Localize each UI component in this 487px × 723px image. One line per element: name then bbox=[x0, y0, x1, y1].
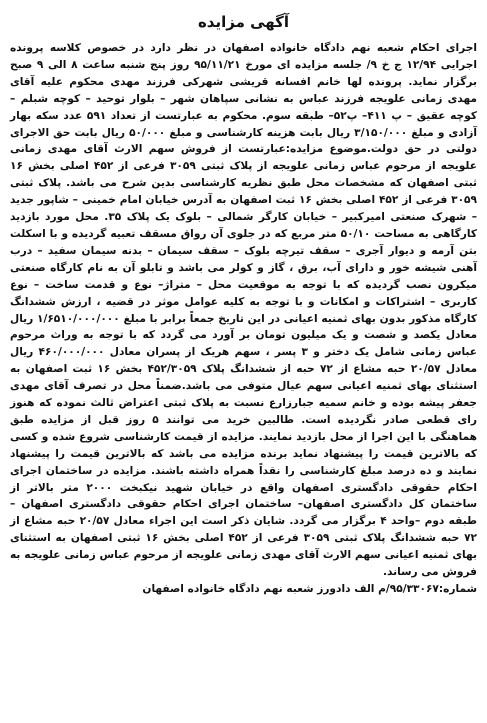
notice-body: اجرای احکام شعبه نهم دادگاه خانواده اصفهان در نظر دارد در خصوص کلاسه پرونده اجرایی ۱۲/۹۴ ج خ ۹/ جلسه مزایده ای مورخ ۹۵/۱۱/۲۱ روز پنج شنبه ساعت ۸ الی ۹ صبح برگزار نماید. پرونده لها خانم افسانه قریشی شهرکی فرزند مهدی محکوم علیه آقای مهدی زمانی علویجه فرزند عباس به نشانی سپاهان شهر – بلوار توحید – کوچه شبلم – کوچه عقیق – پ ۴۱۱– پ۵۲– طبقه سوم. محکوم به عبارتست از تعداد ۵۹۱ عدد سکه بهار آزادی و مبلغ ۳/۱۵۰/۰۰۰ ریال بابت هزینه کارشناسی و مبلغ ۵۰/۰۰۰ ریال بابت حق الاجرای دولتی در حق دولت.موضوع مزایده:عبارتست از فروش سهم الارث آقای مهدی زمانی علویجه از مرحوم عباس زمانی علویجه از پلاک ثبتی ۳۰۵۹ فرعی از ۴۵۲ اصلی بخش ۱۶ ثبتی اصفهان که مشخصات محل طبق نظریه کارشناسی بدین شرح می باشد. پلاک ثبتی ۳۰۵۹ فرعی از ۴۵۲ اصلی بخش ۱۶ ثبت اصفهان به آدرس خیابان امام خمینی – شاپور جدید – شهرک صنعتی امیرکبیر – خیابان کارگر شمالی – بلوک یک پلاک ۳۵. محل مورد بازدید کارگاهی به مساحت ۵۰/۱۰ متر مربع که در جلوی آن رواق مسقف تعبیه گردیده و با اسکلت بتن آرمه و دیوار آجری – سقف تیرچه بلوک – سقف سیمان – بدنه سیمان سفید – درب آهنی شیشه خور و دارای آب، برق ، گاز و کولر می باشد و تابلو آن به نام کارگاه صنعتی میکرون نصب گردیده که با توجه به موقعیت محل – متراژ– نوع و قدمت ساخت – نوع کاربری – اشتراکات و امکانات و با توجه به کلیه عوامل موثر در قضیه ، ارزش ششدانگ کارگاه مذکور بدون بهای ثمنیه اعیانی در این تاریخ جمعاً برابر با مبلغ ۱/۶۵۱۰/۰۰۰/۰۰۰ ریال معادل یکصد و شصت و یک میلیون تومان بر آورد می گردد که با توجه به وراث مرحوم عباس زمانی شامل یک دختر و ۳ پسر ، سهم هریک از پسران معادل ۴۶۰/۰۰۰/۰۰۰ ریال معادل ۲۰/۵۷ حبه مشاع از ۷۲ حبه از ششدانگ پلاک ۴۵۲/۳۰۵۹ بخش ۱۶ ثبت اصفهان به استثنای بهای ثمنیه اعیانی سهم عیال متوفی می باشد.ضمناً محل در تصرف آقای مهدی جعفر پیشه بوده و خانم سمیه جبارزارع نسبت به پلاک ثبتی اعتراض ثالث نموده که هنوز رای قطعی صادر نگردیده است. طالبین خرید می توانند ۵ روز قبل از مزایده طبق هماهنگی با این اجرا از محل بازدید نمایند. مزایده از قیمت کارشناسی شروع شده و کسی که بالاترین قیمت را پیشنهاد نماید برنده مزایده می باشد که بالاترین قیمت را پیشنهاد نمایند و ده درصد مبلغ کارشناسی را نقداً همراه داشته باشند. مزایده در ساختمان اجرای احکام حقوقی دادگستری اصفهان واقع در خیابان شهید نیکبخت ۲۰۰۰ متر بالاتر از ساختمان کل دادگستری اصفهان– ساختمان اجرای احکام حقوقی دادگستری اصفهان – طبقه دوم –واحد ۴ برگزار می گردد. شایان ذکر است این اجراء معادل ۲۰/۵۷ حبه مشاع از ۷۲ حبه ششدانگ پلاک ثبتی ۳۰۵۹ فرعی از ۴۵۲ اصلی بخش ۱۶ ثبتی اصفهان به استثنای بهای ثمنیه اعیانی سهم الارث آقای مهدی زمانی علویجه از مرحوم عباس زمانی علویجه به فروش می رساند. bbox=[10, 42, 478, 579]
notice-title: آگهی مزایده bbox=[197, 13, 290, 31]
notice-footer: شماره:۹۵/۳۳۰۶۷/م الف دادورز شعبه نهم دادگاه خانواده اصفهان bbox=[142, 583, 477, 595]
